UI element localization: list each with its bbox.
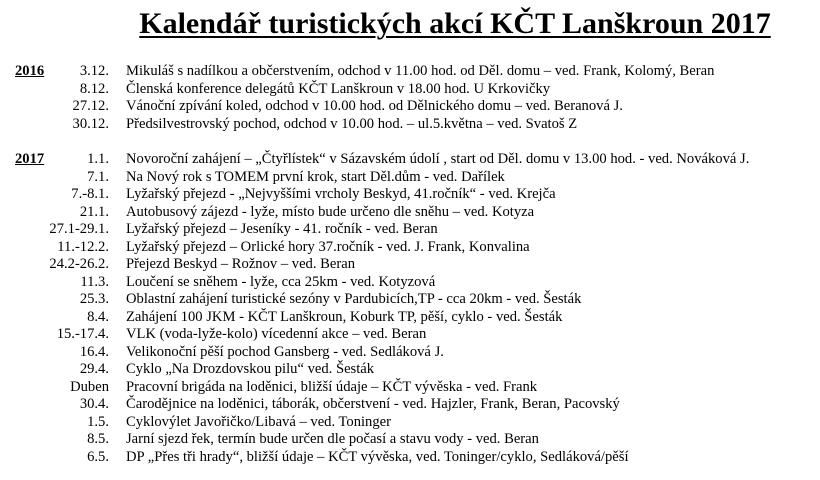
event-date: 27.12.: [72, 98, 109, 114]
event-description: Lyžařský přejezd - „Nejvyššími vrcholy Beskyd, 41.ročník“ - ved. Krejča: [126, 186, 556, 202]
event-description: Na Nový rok s TOMEM první krok, start Děl.dům - ved. Dařílek: [126, 168, 505, 185]
event-date: 3.12.: [79, 63, 109, 79]
event-date: 27.1-29.1.: [49, 221, 109, 237]
event-date: 7.-8.1.: [71, 186, 109, 202]
event-date: 21.1.: [79, 203, 109, 220]
calendar-row: [0, 98, 820, 116]
year-label: 2017: [15, 151, 45, 167]
event-description: DP „Přes tři hrady“, bližší údaje – KČT vývěska, ved. Toninger/cyklo, Sedláková/pěší: [126, 448, 629, 465]
calendar-row: [0, 221, 820, 239]
calendar-row: [0, 291, 820, 309]
event-date: 6.5.: [87, 448, 109, 465]
event-description: Novoroční zahájení – „Čtyřlístek“ v Sázavském údolí , start od Děl. domu v 13.00 hod. - ved. Nováková J.: [126, 151, 750, 167]
event-description: Čarodějnice na loděnici, táborák, občerstvení - ved. Hajzler, Frank, Beran, Pacovský: [126, 396, 620, 412]
event-description: Členská konference delegátů KČT Lanškroun v 18.00 hod. U Krkovičky: [126, 80, 551, 97]
event-description: Předsilvestrovský pochod, odchod v 10.00 hod. – ul.5.května – ved. Svatoš Z: [126, 115, 578, 132]
section-2017: [0, 151, 820, 466]
event-description: Lyžařský přejezd – Jeseníky - 41. ročník - ved. Beran: [126, 221, 438, 237]
event-date: 7.1.: [87, 168, 109, 185]
event-date: 30.12.: [72, 115, 109, 132]
calendar-row: [0, 344, 820, 362]
event-description: Autobusový zájezd - lyže, místo bude určeno dle sněhu – ved. Kotyza: [126, 203, 535, 220]
calendar-row: [0, 274, 820, 292]
calendar-row: [0, 309, 820, 327]
calendar-row: [0, 204, 820, 222]
event-date: 1.1.: [87, 151, 109, 167]
event-date: 11.3.: [80, 273, 109, 290]
calendar-row: [0, 186, 820, 204]
calendar-row: [0, 431, 820, 449]
page-title: [0, 6, 820, 42]
event-date: 29.4.: [79, 361, 109, 377]
year-label: 2016: [15, 63, 45, 79]
calendar-row: [0, 169, 820, 187]
calendar-row: [0, 81, 820, 99]
event-date: 24.2-26.2.: [49, 256, 109, 272]
event-description: Velikonoční pěší pochod Gansberg - ved. Sedláková J.: [126, 343, 444, 360]
event-description: Loučení se sněhem - lyže, cca 25km - ved. Kotyzová: [126, 273, 436, 290]
event-description: Lyžařský přejezd – Orlické hory 37.ročník - ved. J. Frank, Konvalina: [126, 238, 530, 255]
calendar-row: [0, 239, 820, 257]
event-description: Vánoční zpívání koled, odchod v 10.00 hod. od Dělnického domu – ved. Beranová J.: [126, 98, 623, 114]
calendar-row: [0, 396, 820, 414]
event-description: Zahájení 100 JKM - KČT Lanškroun, Koburk TP, pěší, cyklo - ved. Šesták: [126, 308, 563, 325]
event-date: 30.4.: [79, 396, 109, 412]
event-date: 8.4.: [87, 308, 109, 325]
event-date: 8.5.: [87, 431, 109, 447]
event-description: Cyklovýlet Javořičko/Libavá – ved. Toninger: [126, 413, 391, 430]
calendar-row: [0, 361, 820, 379]
event-date: 25.3.: [79, 291, 109, 307]
calendar-row: [0, 449, 820, 467]
title-text: Kalendář turistických akcí KČT Lanškroun 2017: [139, 7, 771, 40]
event-description: Oblastní zahájení turistické sezóny v Pardubicích,TP - cca 20km - ved. Šesták: [126, 291, 582, 307]
event-date: 1.5.: [87, 413, 109, 430]
calendar-row: [0, 414, 820, 432]
event-description: Jarní sjezd řek, termín bude určen dle počasí a stavu vody - ved. Beran: [126, 431, 539, 447]
calendar-row: [0, 379, 820, 397]
event-date: 16.4.: [79, 343, 109, 360]
event-description: Cyklo „Na Drozdovskou pilu“ ved. Šesták: [126, 361, 375, 377]
calendar-row: [0, 256, 820, 274]
calendar-row: [0, 326, 820, 344]
event-description: VLK (voda-lyže-kolo) vícedenní akce – ved. Beran: [126, 326, 427, 342]
event-description: Přejezd Beskyd – Rožnov – ved. Beran: [126, 256, 355, 272]
event-description: Mikuláš s nadílkou a občerstvením, odchod v 11.00 hod. od Děl. domu – ved. Frank, Kolomý, Beran: [126, 63, 715, 79]
event-date: 11.-12.2.: [57, 238, 109, 255]
section-2016: [0, 63, 820, 133]
event-description: Pracovní brigáda na loděnici, bližší údaje – KČT vývěska - ved. Frank: [126, 378, 538, 395]
calendar-row: [0, 151, 820, 169]
event-date: 8.12.: [79, 80, 109, 97]
calendar-row: [0, 63, 820, 81]
calendar-row: [0, 116, 820, 134]
event-date: Duben: [70, 378, 109, 395]
event-date: 15.-17.4.: [56, 326, 109, 342]
